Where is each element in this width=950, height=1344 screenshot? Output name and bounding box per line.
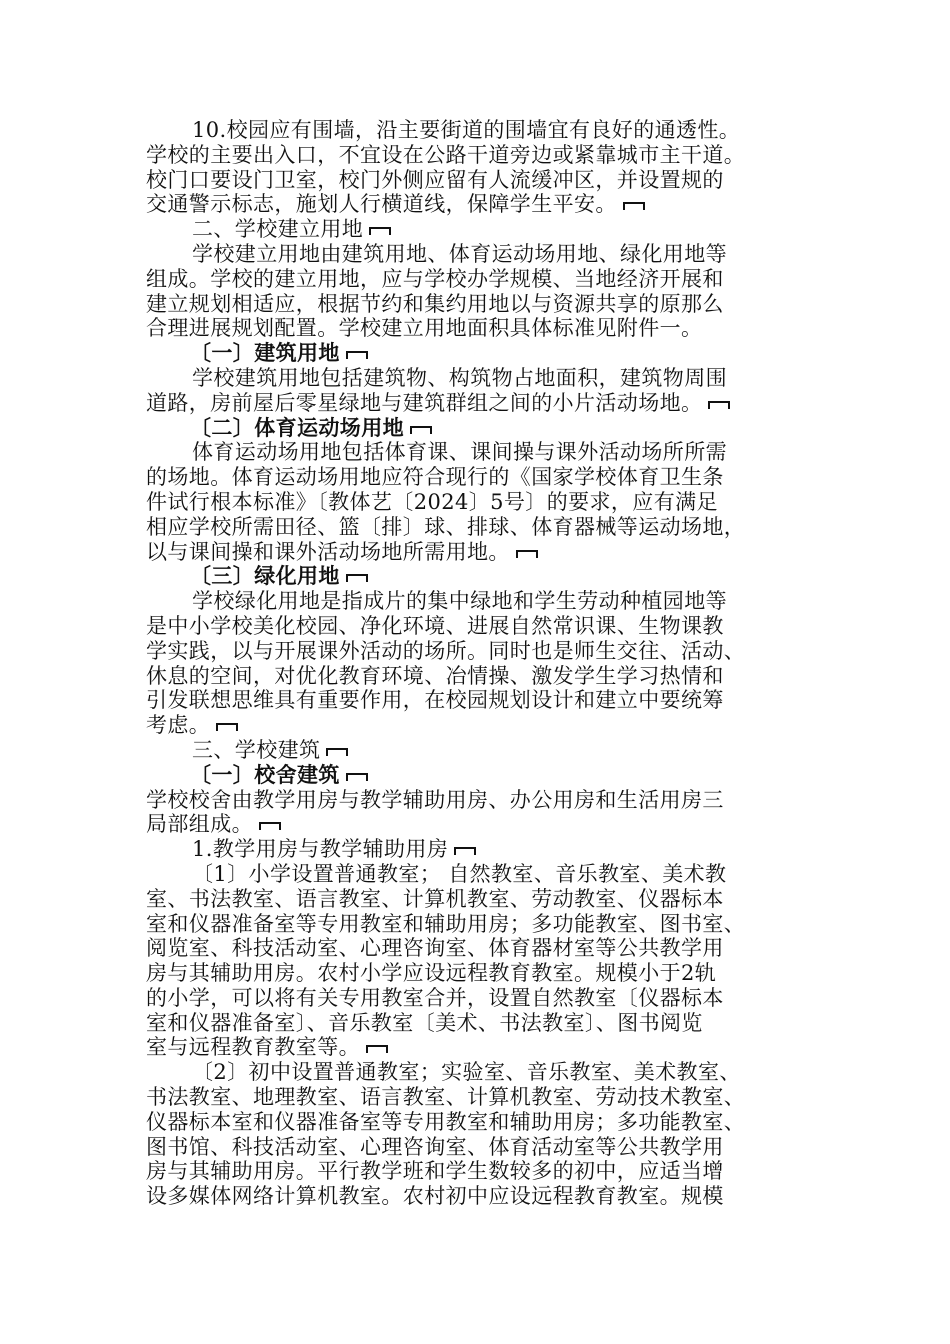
paragraph-line xyxy=(146,540,826,565)
paragraph-line xyxy=(146,168,826,193)
paragraph-line xyxy=(146,1085,826,1110)
paragraph-line xyxy=(146,118,826,143)
paragraph-mark-icon xyxy=(369,227,391,235)
paragraph-line xyxy=(146,217,826,242)
paragraph-line xyxy=(146,242,826,267)
line-text: 的场地。体育运动场用地应符合现行的《国家学校体育卫生条 xyxy=(146,465,724,490)
line-text: 图书馆、科技活动室、心理咨询室、体育活动室等公共教学用 xyxy=(146,1134,724,1159)
document-page xyxy=(146,118,826,1209)
line-text: 引发联想思维具有重要作用，在校园规划设计和建立中要统筹 xyxy=(146,688,724,713)
paragraph-line xyxy=(146,986,826,1011)
paragraph-mark-icon xyxy=(346,574,368,582)
paragraph-mark-icon xyxy=(623,202,645,210)
section-heading xyxy=(146,763,826,788)
paragraph-line xyxy=(146,1035,826,1060)
paragraph-line xyxy=(146,192,826,217)
paragraph-mark-icon xyxy=(366,1045,388,1053)
line-text: 组成。学校的建立用地，应与学校办学规模、当地经济开展和 xyxy=(146,266,724,291)
paragraph-line xyxy=(146,292,826,317)
paragraph-line xyxy=(146,738,826,763)
paragraph-line xyxy=(146,936,826,961)
paragraph-line xyxy=(146,639,826,664)
paragraph-mark-icon xyxy=(259,822,281,830)
paragraph-line xyxy=(146,837,826,862)
line-text: 室和仪器准备室〕、音乐教室〔美术、书法教室〕、图书阅览 xyxy=(146,1010,703,1035)
line-text: 仪器标本室和仪器准备室等专用教室和辅助用房；多功能教室、 xyxy=(146,1109,746,1134)
paragraph-line xyxy=(146,316,826,341)
paragraph-line xyxy=(146,1110,826,1135)
line-text: 二、学校建立用地 xyxy=(192,217,364,242)
paragraph-line xyxy=(146,887,826,912)
paragraph-line xyxy=(146,490,826,515)
line-text: 学校绿化用地是指成片的集中绿地和学生劳动种植园地等 xyxy=(192,589,727,614)
line-text: 室、书法教室、语言教室、计算机教室、劳动教室、仪器标本 xyxy=(146,886,724,911)
paragraph-mark-icon xyxy=(410,426,432,434)
paragraph-mark-icon xyxy=(708,401,730,409)
line-text: 学实践，以与开展课外活动的场所。同时也是师生交往、活动、 xyxy=(146,638,746,663)
line-text: 学校校舍由教学用房与教学辅助用房、办公用房和生活用房三 xyxy=(146,787,724,812)
line-text: 交通警示标志，施划人行横道线，保障学生平安。 xyxy=(146,192,617,217)
paragraph-line xyxy=(146,862,826,887)
line-text: 室与远程教育教室等。 xyxy=(146,1035,360,1060)
line-text: 房与其辅助用房。农村小学应设远程教育教室。规模小于2轨 xyxy=(146,961,717,986)
line-text: 建立规划相适应，根据节约和集约用地以与资源共享的原那么 xyxy=(146,291,724,316)
line-text: 件试行根本标准》〔教体艺〔2024〕5号〕的要求，应有满足 xyxy=(146,489,718,514)
paragraph-line xyxy=(146,1159,826,1184)
line-text: 道路，房前屋后零星绿地与建筑群组之间的小片活动场地。 xyxy=(146,390,703,415)
line-text: 相应学校所需田径、篮〔排〕球、排球、体育器械等运动场地， xyxy=(146,514,746,539)
line-text: 书法教室、地理教室、语言教室、计算机教室、劳动技术教室、 xyxy=(146,1085,746,1110)
line-text: 体育运动场用地包括体育课、课间操与课外活动场所所需 xyxy=(192,440,727,465)
line-text: 〔1〕小学设置普通教室； 自然教室、音乐教室、美术教 xyxy=(192,861,727,886)
paragraph-line xyxy=(146,961,826,986)
paragraph-mark-icon xyxy=(346,351,368,359)
line-text: 〔二〕体育运动场用地 xyxy=(190,414,404,440)
paragraph-line xyxy=(146,515,826,540)
line-text: 三、学校建筑 xyxy=(192,737,321,762)
line-text: 学校建筑用地包括建筑物、构筑物占地面积，建筑物周围 xyxy=(192,365,727,390)
line-text: 室和仪器准备室等专用教室和辅助用房；多功能教室、图书室、 xyxy=(146,911,746,936)
paragraph-line xyxy=(146,391,826,416)
line-text: 的小学，可以将有关专用教室合并，设置自然教室〔仪器标本 xyxy=(146,985,724,1010)
line-text: 〔一〕建筑用地 xyxy=(190,340,340,366)
line-text: 合理进展规划配置。学校建立用地面积具体标准见附件一。 xyxy=(146,316,703,341)
line-text: 1.教学用房与教学辅助用房 xyxy=(192,837,449,862)
paragraph-line xyxy=(146,688,826,713)
paragraph-line xyxy=(146,589,826,614)
line-text: 学校建立用地由建筑用地、体育运动场用地、绿化用地等 xyxy=(192,241,727,266)
paragraph-line xyxy=(146,912,826,937)
line-text: 〔2〕初中设置普通教室；实验室、音乐教室、美术教室、 xyxy=(192,1060,741,1085)
line-text: 局部组成。 xyxy=(146,812,253,837)
line-text: 校门口要设门卫室，校门外侧应留有人流缓冲区，并设置规的 xyxy=(146,167,724,192)
section-heading xyxy=(146,416,826,441)
paragraph-line xyxy=(146,614,826,639)
line-text: 阅览室、科技活动室、心理咨询室、体育器材室等公共教学用 xyxy=(146,936,724,961)
line-text: 休息的空间，对优化教育环境、冶情操、激发学生学习热情和 xyxy=(146,663,724,688)
paragraph-line xyxy=(146,143,826,168)
line-text: 〔一〕校舍建筑 xyxy=(190,761,340,787)
paragraph-line xyxy=(146,713,826,738)
paragraph-line xyxy=(146,788,826,813)
line-text: 房与其辅助用房。平行教学班和学生数较多的初中，应适当增 xyxy=(146,1159,724,1184)
line-text: 以与课间操和课外活动场地所需用地。 xyxy=(146,539,510,564)
line-text: 10.校园应有围墙，沿主要街道的围墙宜有良好的通透性。 xyxy=(192,118,741,142)
line-text: 学校的主要出入口，不宜设在公路干道旁边或紧靠城市主干道。 xyxy=(146,142,746,167)
paragraph-mark-icon xyxy=(516,550,538,558)
section-heading xyxy=(146,341,826,366)
paragraph-line xyxy=(146,267,826,292)
paragraph-line xyxy=(146,1135,826,1160)
paragraph-line xyxy=(146,465,826,490)
line-text: 〔三〕绿化用地 xyxy=(190,563,340,589)
line-text: 是中小学校美化校园、净化环境、进展自然常识课、生物课教 xyxy=(146,613,724,638)
paragraph-line xyxy=(146,812,826,837)
paragraph-line xyxy=(146,440,826,465)
paragraph-line xyxy=(146,1184,826,1209)
paragraph-mark-icon xyxy=(216,723,238,731)
paragraph-line xyxy=(146,1011,826,1036)
paragraph-mark-icon xyxy=(326,748,348,756)
line-text: 考虑。 xyxy=(146,713,211,738)
line-text: 设多媒体网络计算机教室。农村初中应设远程教育教室。规模 xyxy=(146,1184,724,1209)
section-heading xyxy=(146,564,826,589)
paragraph-line xyxy=(146,366,826,391)
paragraph-mark-icon xyxy=(346,773,368,781)
paragraph-line xyxy=(146,664,826,689)
paragraph-line xyxy=(146,1060,826,1085)
paragraph-mark-icon xyxy=(454,847,476,855)
